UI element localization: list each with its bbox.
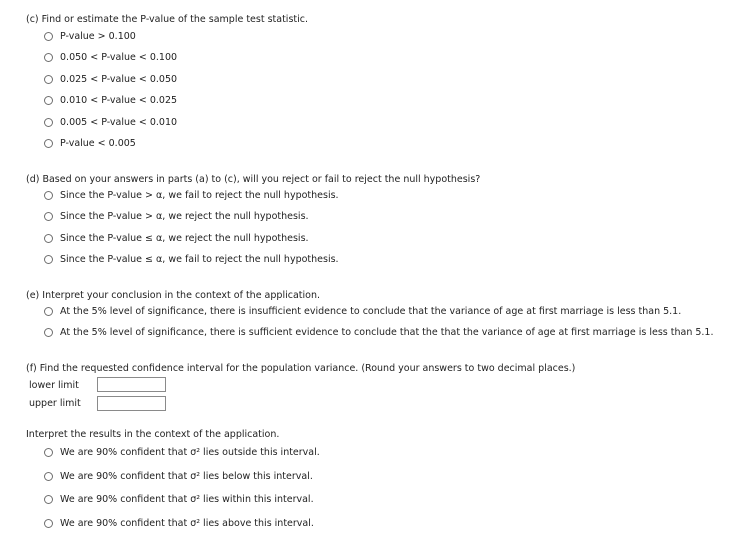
option-label: 0.010 < P-value < 0.025 (60, 94, 178, 106)
radio-button[interactable] (44, 118, 53, 127)
option-label: P-value > 0.100 (60, 30, 136, 42)
radio-button[interactable] (44, 139, 53, 148)
option-label: Since the P-value > α, we fail to reject the null hypothesis. (60, 189, 339, 201)
option-label: 0.005 < P-value < 0.010 (60, 116, 178, 128)
part-d-option-4[interactable] (44, 252, 339, 266)
part-c-option-1[interactable] (44, 29, 136, 43)
option-label: At the 5% level of significance, there is insufficient evidence to conclude that the variance of age at first marriage is less than 5.1. (60, 305, 682, 317)
upper-limit-label: upper limit (29, 398, 81, 409)
part-c-question: (c) Find or estimate the P-value of the sample test statistic. (26, 14, 308, 25)
lower-limit-label: lower limit (29, 380, 79, 391)
part-c-option-4[interactable] (44, 93, 177, 107)
part-d-option-3[interactable] (44, 231, 309, 245)
radio-button[interactable] (44, 448, 53, 457)
part-f-option-2[interactable] (44, 469, 313, 483)
part-f-option-4[interactable] (44, 516, 314, 530)
radio-button[interactable] (44, 75, 53, 84)
part-c-option-5[interactable] (44, 115, 177, 129)
option-label: 0.025 < P-value < 0.050 (60, 73, 178, 85)
radio-button[interactable] (44, 255, 53, 264)
option-label: At the 5% level of significance, there is sufficient evidence to conclude that the that the variance of age at first marriage is less than 5.1. (60, 326, 714, 338)
interpret-prompt: Interpret the results in the context of the application. (26, 429, 280, 440)
part-d-question: (d) Based on your answers in parts (a) to (c), will you reject or fail to reject the null hypothesis? (26, 174, 481, 185)
option-label: Since the P-value ≤ α, we reject the null hypothesis. (60, 232, 309, 244)
part-e-option-1[interactable] (44, 304, 681, 318)
part-e-option-2[interactable] (44, 325, 714, 339)
option-label: We are 90% confident that σ² lies within this interval. (60, 493, 314, 505)
radio-button[interactable] (44, 212, 53, 221)
part-c-option-2[interactable] (44, 50, 177, 64)
radio-button[interactable] (44, 472, 53, 481)
option-label: P-value < 0.005 (60, 137, 136, 149)
part-f-option-3[interactable] (44, 492, 314, 506)
part-e-question: (e) Interpret your conclusion in the context of the application. (26, 290, 320, 301)
lower-limit-input[interactable] (97, 377, 166, 392)
option-label: We are 90% confident that σ² lies above this interval. (60, 517, 314, 529)
option-label: Since the P-value > α, we reject the null hypothesis. (60, 210, 309, 222)
option-label: 0.050 < P-value < 0.100 (60, 51, 178, 63)
part-c-option-6[interactable] (44, 136, 136, 150)
radio-button[interactable] (44, 32, 53, 41)
radio-button[interactable] (44, 96, 53, 105)
part-c-option-3[interactable] (44, 72, 177, 86)
option-label: We are 90% confident that σ² lies below this interval. (60, 470, 313, 482)
upper-limit-input[interactable] (97, 396, 166, 411)
radio-button[interactable] (44, 53, 53, 62)
radio-button[interactable] (44, 495, 53, 504)
radio-button[interactable] (44, 191, 53, 200)
part-f-option-1[interactable] (44, 445, 320, 459)
radio-button[interactable] (44, 519, 53, 528)
part-d-option-2[interactable] (44, 209, 309, 223)
option-label: We are 90% confident that σ² lies outside this interval. (60, 446, 320, 458)
option-label: Since the P-value ≤ α, we fail to reject the null hypothesis. (60, 253, 339, 265)
radio-button[interactable] (44, 234, 53, 243)
part-f-question: (f) Find the requested confidence interval for the population variance. (Round your answers to two decimal places.) (26, 363, 576, 374)
part-d-option-1[interactable] (44, 188, 339, 202)
radio-button[interactable] (44, 328, 53, 337)
radio-button[interactable] (44, 307, 53, 316)
